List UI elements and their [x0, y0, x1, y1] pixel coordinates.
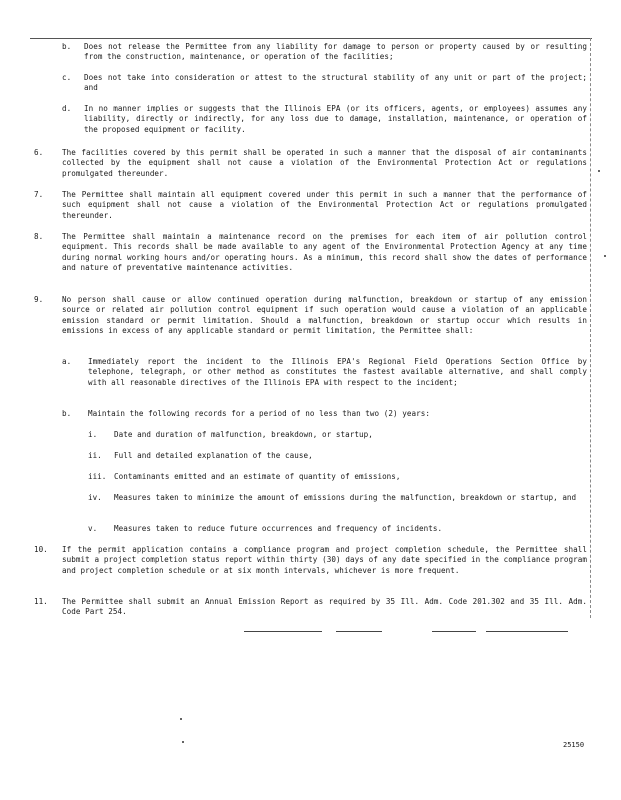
item-label-11: 11. [34, 597, 48, 606]
top-border-line [30, 38, 592, 39]
signature-line-1 [244, 631, 322, 632]
item-text-7: The Permittee shall maintain all equipment covered under this permit in such a manner that the performance of such equipment shall not cause a violation of the Environmental Protection Act or regulations promulgated thereunder. [62, 190, 587, 220]
item-label-b: b. [62, 42, 72, 51]
item-text-8: The Permittee shall maintain a maintenance record on the premises for each item of air pollution control equipment. This records shall be made available to any agent of the Environmental Protection Agency at any time during normal working hours and/or operating hours. As a minimum, this record shall show the dates of performance and nature of preventative maintenance activities. [62, 232, 587, 273]
item-text-9: No person shall cause or allow continued operation during malfunction, breakdown or startup of any emission source or related air pollution control equipment if such operation would cause a violation of an applicable emission standard or permit limitation. Should a malfunction, breakdown or startup occur which results in emissions in excess of any applicable standard or permit limitation, the Permittee shall: [62, 295, 587, 336]
scan-speck [604, 255, 606, 257]
right-margin-line [590, 38, 591, 618]
scan-speck [180, 718, 182, 720]
item-text-iii: Contaminants emitted and an estimate of quantity of emissions, [114, 472, 401, 481]
item-text-iv: Measures taken to minimize the amount of emissions during the malfunction, breakdown or startup, and [114, 493, 577, 502]
signature-line-2 [336, 631, 382, 632]
item-text-b: Does not release the Permittee from any liability for damage to person or property caused by or resulting from the construction, maintenance, or operation of the facilities; [84, 42, 587, 62]
item-text-10: If the permit application contains a compliance program and project completion schedule, the Permittee shall submit a project completion status report within thirty (30) days of any date specified in the compliance program and project completion schedule or at six month intervals, whichever is more frequent. [62, 545, 587, 575]
item-label-ii: ii. [88, 451, 102, 460]
item-label-iii: iii. [88, 472, 107, 481]
scan-speck [182, 741, 184, 743]
item-label-7: 7. [34, 190, 44, 199]
item-label-10: 10. [34, 545, 48, 554]
signature-line-3 [432, 631, 476, 632]
signature-line-4 [486, 631, 568, 632]
item-label-c: c. [62, 73, 72, 82]
item-text-6: The facilities covered by this permit shall be operated in such a manner that the disposal of air contaminants collected by the equipment shall not cause a violation of the Environmental Protection Act or regulations promulgated thereunder. [62, 148, 587, 178]
item-text-9a: Immediately report the incident to the Illinois EPA's Regional Field Operations Section Office by telephone, telegraph, or other method as constitutes the fastest available alternative, and shall comply with all reasonable directives of the Illinois EPA with respect to the incident; [88, 357, 587, 387]
scan-speck [598, 170, 600, 172]
item-label-9a: a. [62, 357, 72, 366]
item-label-i: i. [88, 430, 98, 439]
item-text-i: Date and duration of malfunction, breakdown, or startup, [114, 430, 373, 439]
item-label-v: v. [88, 524, 98, 533]
item-text-d: In no manner implies or suggests that the Illinois EPA (or its officers, agents, or employees) assumes any liability, directly or indirectly, for any loss due to damage, installation, maintenance, or operation of the proposed equipment or facility. [84, 104, 587, 134]
item-label-iv: iv. [88, 493, 102, 502]
item-label-8: 8. [34, 232, 44, 241]
item-text-v: Measures taken to reduce future occurrences and frequency of incidents. [114, 524, 443, 533]
item-label-d: d. [62, 104, 72, 113]
item-label-9: 9. [34, 295, 44, 304]
item-text-11: The Permittee shall submit an Annual Emission Report as required by 35 Ill. Adm. Code 201.302 and 35 Ill. Adm. Code Part 254. [62, 597, 587, 617]
item-text-9b: Maintain the following records for a period of no less than two (2) years: [88, 409, 431, 418]
item-text-c: Does not take into consideration or attest to the structural stability of any unit or part of the project; and [84, 73, 587, 93]
item-label-6: 6. [34, 148, 44, 157]
item-label-9b: b. [62, 409, 72, 418]
page-id: 25150 [563, 741, 585, 749]
item-text-ii: Full and detailed explanation of the cause, [114, 451, 313, 460]
